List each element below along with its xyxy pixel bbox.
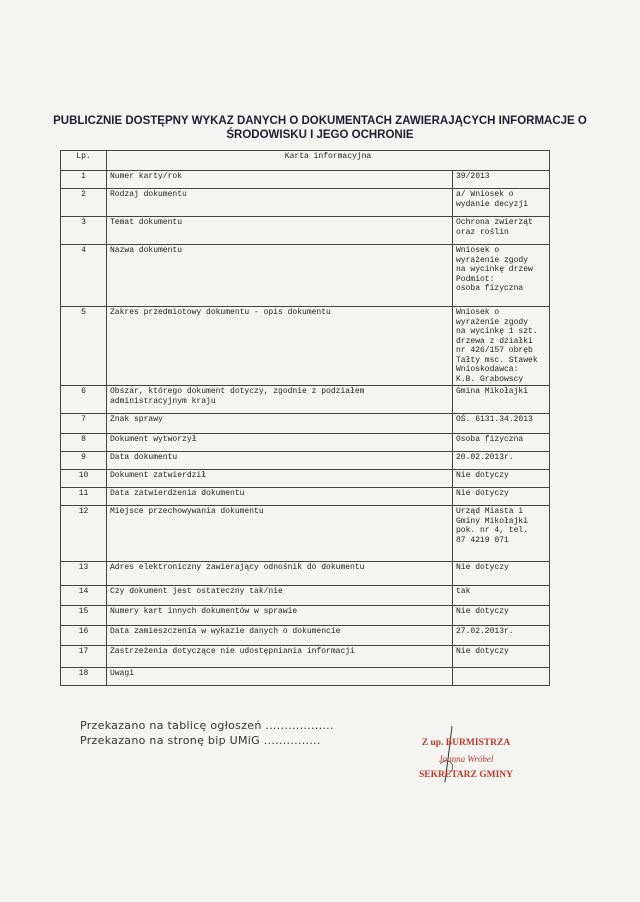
page-title: PUBLICZNIE DOSTĘPNY WYKAZ DANYCH O DOKUMENTACH ZAWIERAJĄCYCH INFORMACJE O ŚRODOWISKU I JEGO OCHRONIE bbox=[53, 115, 587, 141]
row-number: 11 bbox=[61, 488, 107, 506]
table-row bbox=[61, 452, 550, 470]
row-label: Obszar, którego dokument dotyczy, zgodnie z podziałem administracyjnym kraju bbox=[107, 386, 453, 414]
row-label: Numery kart innych dokumentów w sprawie bbox=[107, 606, 453, 626]
official-stamp bbox=[402, 735, 530, 783]
row-number: 6 bbox=[61, 386, 107, 414]
row-value: Nie dotyczy bbox=[453, 562, 550, 586]
row-value: Nie dotyczy bbox=[453, 488, 550, 506]
table-row bbox=[61, 434, 550, 452]
table-row bbox=[61, 506, 550, 562]
row-label: Zastrzeżenia dotyczące nie udostępniania informacji bbox=[107, 646, 453, 668]
table-row bbox=[61, 217, 550, 245]
table-row bbox=[61, 562, 550, 586]
info-card-table bbox=[60, 150, 550, 686]
row-value: Urząd Miasta i Gminy Mikołajki pok. nr 4, tel. 87 4219 071 bbox=[453, 506, 550, 562]
row-label: Data zatwierdzenia dokumentu bbox=[107, 488, 453, 506]
table-row bbox=[61, 307, 550, 386]
table-row bbox=[61, 386, 550, 414]
row-label: Data zamieszczenia w wykazie danych o dokumencie bbox=[107, 626, 453, 646]
stamp-line-1: Z up. BURMISTRZA bbox=[421, 738, 511, 748]
table-row bbox=[61, 488, 550, 506]
row-label: Uwagi bbox=[107, 668, 453, 686]
table-row bbox=[61, 171, 550, 189]
footer-line-board: Przekazano na tablicę ogłoszeń .................. bbox=[80, 719, 334, 732]
row-number: 8 bbox=[61, 434, 107, 452]
table-row bbox=[61, 586, 550, 606]
row-label: Nazwa dokumentu bbox=[107, 245, 453, 307]
table-header-row bbox=[61, 151, 550, 171]
row-value: 20.02.2013r. bbox=[453, 452, 550, 470]
row-number: 12 bbox=[61, 506, 107, 562]
row-number: 10 bbox=[61, 470, 107, 488]
row-label: Numer karty/rok bbox=[107, 171, 453, 189]
row-number: 5 bbox=[61, 307, 107, 386]
row-value: Gmina Mikołajki bbox=[453, 386, 550, 414]
table-row bbox=[61, 668, 550, 686]
row-number: 4 bbox=[61, 245, 107, 307]
row-label: Zakres przedmiotowy dokumentu - opis dokumentu bbox=[107, 307, 453, 386]
row-number: 16 bbox=[61, 626, 107, 646]
row-value: tak bbox=[453, 586, 550, 606]
row-number: 13 bbox=[61, 562, 107, 586]
row-number: 7 bbox=[61, 414, 107, 434]
row-value: Osoba fizyczna bbox=[453, 434, 550, 452]
table-row bbox=[61, 245, 550, 307]
table-row bbox=[61, 189, 550, 217]
row-label: Dokument wytworzył bbox=[107, 434, 453, 452]
row-label: Czy dokument jest ostateczny tak/nie bbox=[107, 586, 453, 606]
stamp-signatory: Joanna Wróbel bbox=[438, 754, 494, 764]
row-value: Wniosek o wyrażenie zgody na wycinkę drzew Podmiot: osoba fizyczna bbox=[453, 245, 550, 307]
row-number: 14 bbox=[61, 586, 107, 606]
row-label: Rodzaj dokumentu bbox=[107, 189, 453, 217]
row-value: Nie dotyczy bbox=[453, 470, 550, 488]
row-value: Wniosek o wyrażenie zgody na wycinkę 1 szt. drzewa z działki nr 426/157 obręb Tałty msc. Stawek Wnioskodawca: K.B. Grabowscy bbox=[453, 307, 550, 386]
row-value: OŚ. 6131.34.2013 bbox=[453, 414, 550, 434]
row-number: 9 bbox=[61, 452, 107, 470]
row-number: 18 bbox=[61, 668, 107, 686]
footer-line-bip: Przekazano na stronę bip UMiG ............... bbox=[80, 734, 321, 747]
row-label: Data dokumentu bbox=[107, 452, 453, 470]
row-value: 27.02.2013r. bbox=[453, 626, 550, 646]
row-label: Znak sprawy bbox=[107, 414, 453, 434]
table-row bbox=[61, 646, 550, 668]
table-row bbox=[61, 606, 550, 626]
row-label: Adres elektroniczny zawierający odnośnik do dokumentu bbox=[107, 562, 453, 586]
row-label: Dokument zatwierdził bbox=[107, 470, 453, 488]
row-value: Nie dotyczy bbox=[453, 646, 550, 668]
row-number: 15 bbox=[61, 606, 107, 626]
row-label: Miejsce przechowywania dokumentu bbox=[107, 506, 453, 562]
stamp-line-3: SEKRETARZ GMINY bbox=[418, 770, 514, 780]
table-row bbox=[61, 470, 550, 488]
row-value: Nie dotyczy bbox=[453, 606, 550, 626]
card-header: Karta informacyjna bbox=[107, 151, 550, 171]
row-value: a/ Wniosek o wydanie decyzji bbox=[453, 189, 550, 217]
row-number: 3 bbox=[61, 217, 107, 245]
row-value: Ochrona zwierząt oraz roślin bbox=[453, 217, 550, 245]
row-number: 2 bbox=[61, 189, 107, 217]
footer-notes bbox=[80, 718, 334, 748]
table-row bbox=[61, 626, 550, 646]
lp-header: Lp. bbox=[61, 151, 107, 171]
row-number: 17 bbox=[61, 646, 107, 668]
row-value bbox=[453, 668, 550, 686]
table-row bbox=[61, 414, 550, 434]
row-number: 1 bbox=[61, 171, 107, 189]
row-label: Temat dokumentu bbox=[107, 217, 453, 245]
row-value: 39/2013 bbox=[453, 171, 550, 189]
table-body bbox=[61, 171, 550, 686]
